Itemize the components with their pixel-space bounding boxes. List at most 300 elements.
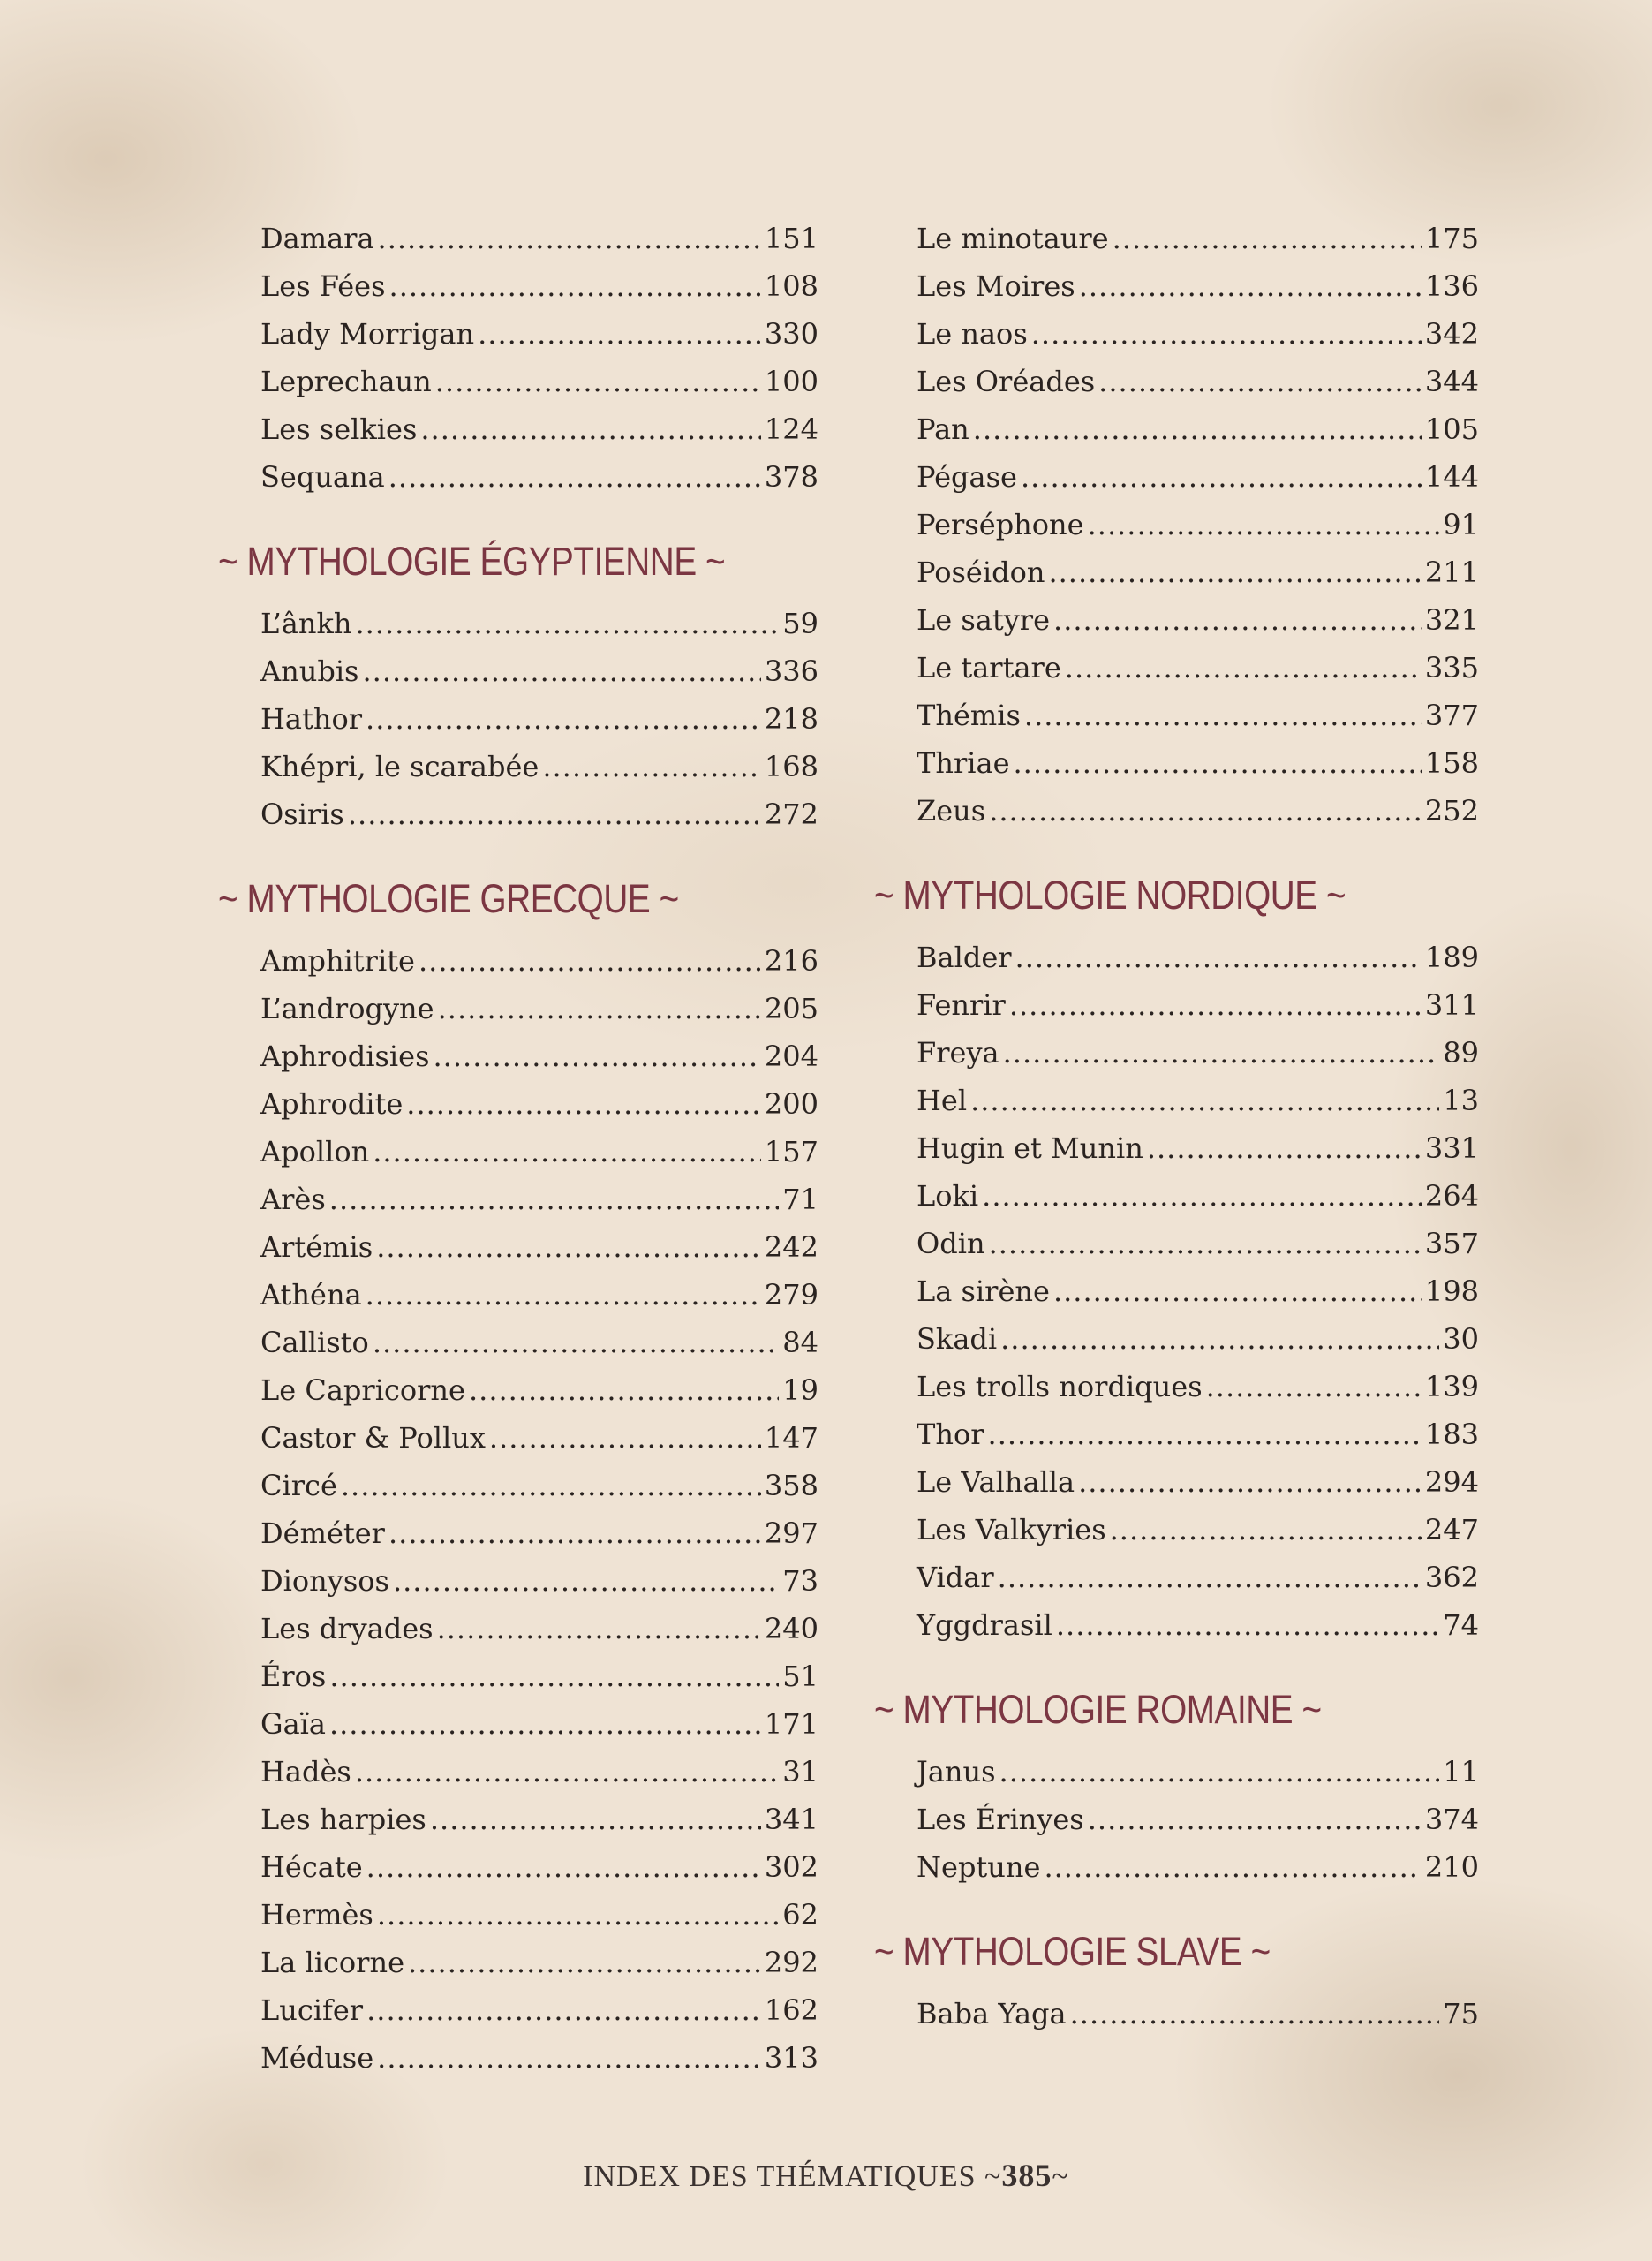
index-entry bbox=[917, 310, 1479, 358]
entry-name: Amphitrite bbox=[260, 944, 415, 978]
entry-page-number: 75 bbox=[1443, 1997, 1479, 2030]
index-entry bbox=[917, 548, 1479, 596]
entry-page-number: 89 bbox=[1443, 1036, 1479, 1070]
dot-leader bbox=[376, 1223, 761, 1271]
entry-page-number: 144 bbox=[1424, 460, 1479, 494]
entry-page-number: 30 bbox=[1443, 1322, 1479, 1356]
entry-page-number: 183 bbox=[1424, 1418, 1479, 1451]
index-entry bbox=[917, 1315, 1479, 1363]
index-entry bbox=[917, 787, 1479, 835]
index-entry bbox=[917, 1029, 1479, 1077]
index-entry bbox=[917, 1601, 1479, 1649]
section-heading bbox=[874, 870, 1394, 921]
index-entry bbox=[260, 937, 818, 985]
entry-name: Osiris bbox=[260, 798, 344, 831]
dot-leader bbox=[362, 647, 760, 695]
entry-name: L’ânkh bbox=[260, 607, 352, 640]
page-footer bbox=[0, 2157, 1652, 2194]
entry-page-number: 168 bbox=[764, 750, 818, 783]
index-entry bbox=[260, 2034, 818, 2082]
entry-name: L’androgyne bbox=[260, 992, 434, 1025]
entry-page-number: 100 bbox=[764, 365, 818, 398]
index-entry bbox=[260, 1414, 818, 1462]
entry-name: Freya bbox=[917, 1036, 999, 1070]
dot-leader bbox=[348, 790, 761, 838]
index-entry bbox=[917, 262, 1479, 310]
dot-leader bbox=[366, 1271, 761, 1319]
dot-leader bbox=[408, 1939, 761, 1986]
index-entry bbox=[260, 695, 818, 743]
section-heading bbox=[218, 536, 735, 587]
entry-page-number: 84 bbox=[782, 1326, 818, 1359]
entry-page-number: 342 bbox=[1424, 317, 1479, 351]
index-entry bbox=[260, 1176, 818, 1223]
section-heading bbox=[218, 873, 735, 925]
index-entry bbox=[260, 453, 818, 501]
dot-leader bbox=[373, 1319, 779, 1366]
index-entry bbox=[917, 1796, 1479, 1843]
index-entry bbox=[260, 1462, 818, 1509]
entry-name: Le naos bbox=[917, 317, 1028, 351]
index-entry bbox=[260, 600, 818, 647]
entry-name: La licorne bbox=[260, 1946, 404, 1979]
heading-tilde-right: ~ bbox=[1301, 1687, 1322, 1732]
heading-tilde-left: ~ bbox=[874, 1687, 894, 1732]
dot-leader bbox=[1065, 644, 1422, 692]
entry-name: Leprechaun bbox=[260, 365, 432, 398]
dot-leader bbox=[1014, 739, 1422, 787]
entry-name: Les selkies bbox=[260, 412, 418, 446]
entry-page-number: 313 bbox=[764, 2041, 818, 2075]
dot-leader bbox=[1078, 1458, 1422, 1506]
entry-name: Hécate bbox=[260, 1850, 363, 1884]
index-entry bbox=[260, 1319, 818, 1366]
dot-leader bbox=[329, 1176, 780, 1223]
index-entry bbox=[260, 790, 818, 838]
entry-page-number: 136 bbox=[1424, 269, 1479, 303]
heading-tilde-left: ~ bbox=[874, 1929, 894, 1974]
index-entry bbox=[260, 1032, 818, 1080]
entry-name: Éros bbox=[260, 1660, 327, 1693]
dot-leader bbox=[355, 600, 779, 647]
index-entry bbox=[260, 358, 818, 405]
entry-page-number: 378 bbox=[764, 460, 818, 494]
dot-leader bbox=[377, 2034, 761, 2082]
entry-page-number: 74 bbox=[1443, 1608, 1479, 1642]
dot-leader bbox=[999, 1748, 1440, 1796]
dot-leader bbox=[393, 1557, 779, 1605]
heading-tilde-left: ~ bbox=[218, 876, 238, 921]
dot-leader bbox=[1053, 1267, 1422, 1315]
entry-page-number: 216 bbox=[764, 944, 818, 978]
dot-leader bbox=[1110, 1506, 1422, 1554]
entry-name: Damara bbox=[260, 222, 374, 255]
entry-page-number: 292 bbox=[764, 1946, 818, 1979]
entry-name: Arès bbox=[260, 1183, 326, 1216]
entry-name: Le minotaure bbox=[917, 222, 1109, 255]
index-entry bbox=[260, 1605, 818, 1652]
entry-name: Artémis bbox=[260, 1230, 373, 1264]
dot-leader bbox=[1031, 310, 1422, 358]
dot-leader bbox=[998, 1554, 1422, 1601]
entry-name: Hadès bbox=[260, 1755, 351, 1788]
dot-leader bbox=[542, 743, 761, 790]
dot-leader bbox=[377, 1891, 779, 1939]
dot-leader bbox=[1053, 596, 1422, 644]
dot-leader bbox=[970, 1077, 1439, 1124]
entry-name: Aphrodisies bbox=[260, 1040, 430, 1073]
dot-leader bbox=[1044, 1843, 1421, 1891]
entry-name: Sequana bbox=[260, 460, 385, 494]
entry-name: Neptune bbox=[917, 1850, 1041, 1884]
entry-page-number: 311 bbox=[1424, 988, 1479, 1022]
index-entry bbox=[917, 1506, 1479, 1554]
dot-leader bbox=[435, 358, 761, 405]
entry-name: Méduse bbox=[260, 2041, 374, 2075]
index-entry bbox=[917, 358, 1479, 405]
index-entry bbox=[260, 1366, 818, 1414]
entry-name: Callisto bbox=[260, 1326, 369, 1359]
entry-page-number: 198 bbox=[1424, 1274, 1479, 1308]
index-column-right bbox=[874, 215, 1479, 2038]
index-section bbox=[218, 536, 818, 838]
dot-leader bbox=[1098, 358, 1422, 405]
index-entry bbox=[917, 1410, 1479, 1458]
entry-name: Les dryades bbox=[260, 1612, 434, 1645]
index-entry bbox=[260, 1796, 818, 1843]
entry-page-number: 279 bbox=[764, 1278, 818, 1312]
entry-page-number: 331 bbox=[1424, 1131, 1479, 1165]
dot-leader bbox=[430, 1796, 761, 1843]
entry-page-number: 264 bbox=[1424, 1179, 1479, 1213]
dot-leader bbox=[973, 405, 1422, 453]
entry-page-number: 252 bbox=[1424, 794, 1479, 828]
index-entry bbox=[260, 743, 818, 790]
entry-page-number: 294 bbox=[1424, 1465, 1479, 1499]
dot-leader bbox=[989, 787, 1422, 835]
entry-name: La sirène bbox=[917, 1274, 1050, 1308]
entry-page-number: 204 bbox=[764, 1040, 818, 1073]
entry-name: Thriae bbox=[917, 746, 1010, 780]
dot-leader bbox=[1000, 1315, 1439, 1363]
heading-tilde-right: ~ bbox=[1326, 873, 1346, 918]
index-entry bbox=[917, 739, 1479, 787]
entry-name: Athéna bbox=[260, 1278, 362, 1312]
dot-leader bbox=[982, 1172, 1422, 1220]
dot-leader bbox=[1003, 1029, 1440, 1077]
dot-leader bbox=[489, 1414, 761, 1462]
entry-name: Les Valkyries bbox=[917, 1513, 1106, 1546]
entry-name: Odin bbox=[917, 1227, 985, 1260]
index-entry bbox=[917, 1124, 1479, 1172]
dot-leader bbox=[1056, 1601, 1439, 1649]
entry-page-number: 357 bbox=[1424, 1227, 1479, 1260]
index-entry bbox=[917, 644, 1479, 692]
entry-name: Circé bbox=[260, 1469, 337, 1502]
index-entry bbox=[260, 1223, 818, 1271]
index-entry bbox=[260, 1986, 818, 2034]
footer-tilde-right: ~ bbox=[1052, 2160, 1069, 2193]
entry-name: Castor & Pollux bbox=[260, 1421, 486, 1455]
entry-name: Loki bbox=[917, 1179, 979, 1213]
dot-leader bbox=[469, 1366, 779, 1414]
index-entry bbox=[917, 1554, 1479, 1601]
index-entry bbox=[260, 1891, 818, 1939]
index-section bbox=[874, 215, 1479, 835]
entry-page-number: 162 bbox=[764, 1993, 818, 2027]
dot-leader bbox=[1147, 1124, 1422, 1172]
footer-page-number: 385 bbox=[1001, 2158, 1052, 2193]
dot-leader bbox=[1206, 1363, 1422, 1410]
entry-page-number: 31 bbox=[782, 1755, 818, 1788]
heading-tilde-left: ~ bbox=[218, 539, 238, 584]
index-entry bbox=[260, 1939, 818, 1986]
dot-leader bbox=[389, 262, 761, 310]
dot-leader bbox=[373, 1128, 761, 1176]
dot-leader bbox=[1113, 215, 1422, 262]
heading-tilde-right: ~ bbox=[659, 876, 679, 921]
entry-name: Skadi bbox=[917, 1322, 998, 1356]
entry-name: Hel bbox=[917, 1084, 968, 1117]
entry-page-number: 218 bbox=[764, 702, 818, 736]
entry-page-number: 240 bbox=[764, 1612, 818, 1645]
entry-name: Déméter bbox=[260, 1516, 385, 1550]
heading-tilde-left: ~ bbox=[874, 873, 894, 918]
entry-name: Fenrir bbox=[917, 988, 1006, 1022]
index-entry bbox=[260, 262, 818, 310]
heading-text: MYTHOLOGIE ÉGYPTIENNE bbox=[246, 539, 697, 584]
entry-page-number: 59 bbox=[782, 607, 818, 640]
index-entry bbox=[260, 215, 818, 262]
entry-name: Le tartare bbox=[917, 651, 1061, 684]
entry-name: Hathor bbox=[260, 702, 363, 736]
entry-name: Le satyre bbox=[917, 603, 1051, 637]
entry-name: Khépri, le scarabée bbox=[260, 750, 539, 783]
index-entry bbox=[260, 1080, 818, 1128]
heading-text: MYTHOLOGIE ROMAINE bbox=[902, 1687, 1294, 1732]
entry-page-number: 336 bbox=[764, 654, 818, 688]
index-entry bbox=[917, 405, 1479, 453]
index-entry bbox=[260, 405, 818, 453]
entry-name: Les harpies bbox=[260, 1803, 426, 1836]
heading-text: MYTHOLOGIE SLAVE bbox=[902, 1929, 1242, 1974]
index-entry bbox=[260, 1748, 818, 1796]
index-column-left bbox=[218, 215, 818, 2082]
entry-name: Pan bbox=[917, 412, 969, 446]
dot-leader bbox=[1088, 1796, 1422, 1843]
footer-label: INDEX DES THÉMATIQUES bbox=[583, 2160, 977, 2193]
index-entry bbox=[917, 1172, 1479, 1220]
index-section bbox=[874, 1926, 1479, 2038]
section-heading bbox=[874, 1926, 1394, 1977]
entry-name: Lucifer bbox=[260, 1993, 364, 2027]
dot-leader bbox=[989, 1220, 1422, 1267]
entry-page-number: 175 bbox=[1424, 222, 1479, 255]
entry-page-number: 335 bbox=[1424, 651, 1479, 684]
index-entry bbox=[917, 934, 1479, 981]
entry-page-number: 19 bbox=[782, 1373, 818, 1407]
entry-name: Hugin et Munin bbox=[917, 1131, 1143, 1165]
dot-leader bbox=[420, 405, 761, 453]
entry-page-number: 200 bbox=[764, 1087, 818, 1121]
entry-page-number: 147 bbox=[764, 1421, 818, 1455]
dot-leader bbox=[988, 1410, 1422, 1458]
heading-text: MYTHOLOGIE NORDIQUE bbox=[902, 873, 1317, 918]
entry-page-number: 158 bbox=[1424, 746, 1479, 780]
entry-name: Vidar bbox=[917, 1561, 994, 1594]
entry-name: Les Érinyes bbox=[917, 1803, 1084, 1836]
entry-page-number: 358 bbox=[764, 1469, 818, 1502]
dot-leader bbox=[478, 310, 761, 358]
dot-leader bbox=[355, 1748, 779, 1796]
index-entry bbox=[917, 501, 1479, 548]
dot-leader bbox=[1048, 548, 1421, 596]
entry-page-number: 272 bbox=[764, 798, 818, 831]
index-entry bbox=[917, 1220, 1479, 1267]
index-entry bbox=[260, 310, 818, 358]
entry-page-number: 62 bbox=[782, 1898, 818, 1932]
entry-name: Les Moires bbox=[917, 269, 1075, 303]
heading-tilde-right: ~ bbox=[1250, 1929, 1271, 1974]
index-entry bbox=[917, 1990, 1479, 2038]
entry-page-number: 247 bbox=[1424, 1513, 1479, 1546]
dot-leader bbox=[366, 1986, 761, 2034]
index-entry bbox=[917, 215, 1479, 262]
heading-tilde-right: ~ bbox=[705, 539, 726, 584]
dot-leader bbox=[434, 1032, 761, 1080]
index-entry bbox=[260, 1652, 818, 1700]
entry-name: Le Valhalla bbox=[917, 1465, 1075, 1499]
dot-leader bbox=[1079, 262, 1422, 310]
entry-name: Les trolls nordiques bbox=[917, 1370, 1203, 1403]
index-entry bbox=[917, 981, 1479, 1029]
entry-page-number: 362 bbox=[1424, 1561, 1479, 1594]
entry-page-number: 71 bbox=[782, 1183, 818, 1216]
entry-name: Thémis bbox=[917, 699, 1021, 732]
entry-name: Dionysos bbox=[260, 1564, 389, 1598]
section-heading bbox=[874, 1684, 1394, 1735]
dot-leader bbox=[438, 985, 761, 1032]
index-entry bbox=[917, 1458, 1479, 1506]
dot-leader bbox=[406, 1080, 761, 1128]
index-section bbox=[874, 1684, 1479, 1891]
entry-page-number: 151 bbox=[764, 222, 818, 255]
dot-leader bbox=[329, 1700, 761, 1748]
entry-name: Thor bbox=[917, 1418, 984, 1451]
entry-page-number: 302 bbox=[764, 1850, 818, 1884]
index-entry bbox=[260, 985, 818, 1032]
index-section bbox=[218, 215, 818, 501]
entry-name: Aphrodite bbox=[260, 1087, 404, 1121]
dot-leader bbox=[1009, 981, 1422, 1029]
entry-page-number: 341 bbox=[764, 1803, 818, 1836]
entry-page-number: 330 bbox=[764, 317, 818, 351]
entry-name: Apollon bbox=[260, 1135, 370, 1168]
dot-leader bbox=[419, 937, 761, 985]
entry-page-number: 242 bbox=[764, 1230, 818, 1264]
dot-leader bbox=[341, 1462, 761, 1509]
entry-name: Poséidon bbox=[917, 556, 1045, 589]
entry-page-number: 124 bbox=[764, 412, 818, 446]
entry-page-number: 51 bbox=[782, 1660, 818, 1693]
index-entry bbox=[260, 1128, 818, 1176]
entry-name: Le Capricorne bbox=[260, 1373, 465, 1407]
entry-page-number: 344 bbox=[1424, 365, 1479, 398]
entry-page-number: 157 bbox=[764, 1135, 818, 1168]
entry-page-number: 189 bbox=[1424, 941, 1479, 974]
index-entry bbox=[260, 1700, 818, 1748]
entry-page-number: 211 bbox=[1424, 556, 1479, 589]
entry-page-number: 171 bbox=[764, 1707, 818, 1741]
entry-name: Les Oréades bbox=[917, 365, 1096, 398]
footer-tilde-left: ~ bbox=[984, 2160, 1002, 2193]
entry-name: Perséphone bbox=[917, 508, 1084, 541]
entry-page-number: 73 bbox=[782, 1564, 818, 1598]
dot-leader bbox=[1024, 692, 1422, 739]
entry-page-number: 91 bbox=[1443, 508, 1479, 541]
dot-leader bbox=[1070, 1990, 1440, 2038]
index-entry bbox=[917, 453, 1479, 501]
entry-name: Balder bbox=[917, 941, 1012, 974]
index-entry bbox=[917, 692, 1479, 739]
index-entry bbox=[917, 1267, 1479, 1315]
entry-name: Pégase bbox=[917, 460, 1017, 494]
entry-name: Lady Morrigan bbox=[260, 317, 475, 351]
dot-leader bbox=[1021, 453, 1422, 501]
dot-leader bbox=[437, 1605, 761, 1652]
entry-page-number: 13 bbox=[1443, 1084, 1479, 1117]
entry-page-number: 205 bbox=[764, 992, 818, 1025]
index-entry bbox=[260, 647, 818, 695]
entry-page-number: 321 bbox=[1424, 603, 1479, 637]
entry-name: Baba Yaga bbox=[917, 1997, 1067, 2030]
entry-name: Les Fées bbox=[260, 269, 386, 303]
dot-leader bbox=[388, 1509, 761, 1557]
dot-leader bbox=[1015, 934, 1422, 981]
index-entry bbox=[917, 1748, 1479, 1796]
dot-leader bbox=[366, 1843, 761, 1891]
index-entry bbox=[917, 596, 1479, 644]
entry-page-number: 105 bbox=[1424, 412, 1479, 446]
index-entry bbox=[260, 1509, 818, 1557]
entry-page-number: 297 bbox=[764, 1516, 818, 1550]
entry-name: Hermès bbox=[260, 1898, 373, 1932]
entry-name: Janus bbox=[917, 1755, 996, 1788]
dot-leader bbox=[378, 215, 761, 262]
entry-page-number: 139 bbox=[1424, 1370, 1479, 1403]
dot-leader bbox=[366, 695, 761, 743]
index-section bbox=[874, 870, 1479, 1649]
index-entry bbox=[917, 1363, 1479, 1410]
entry-name: Zeus bbox=[917, 794, 986, 828]
entry-page-number: 11 bbox=[1443, 1755, 1479, 1788]
entry-name: Anubis bbox=[260, 654, 359, 688]
heading-text: MYTHOLOGIE GRECQUE bbox=[246, 876, 651, 921]
entry-page-number: 377 bbox=[1424, 699, 1479, 732]
index-entry bbox=[260, 1843, 818, 1891]
dot-leader bbox=[329, 1652, 779, 1700]
dot-leader bbox=[388, 453, 761, 501]
index-entry bbox=[260, 1271, 818, 1319]
entry-page-number: 374 bbox=[1424, 1803, 1479, 1836]
dot-leader bbox=[1088, 501, 1440, 548]
index-entry bbox=[917, 1077, 1479, 1124]
entry-name: Yggdrasil bbox=[917, 1608, 1052, 1642]
index-entry bbox=[260, 1557, 818, 1605]
index-section bbox=[218, 873, 818, 2082]
entry-name: Gaïa bbox=[260, 1707, 326, 1741]
index-entry bbox=[917, 1843, 1479, 1891]
